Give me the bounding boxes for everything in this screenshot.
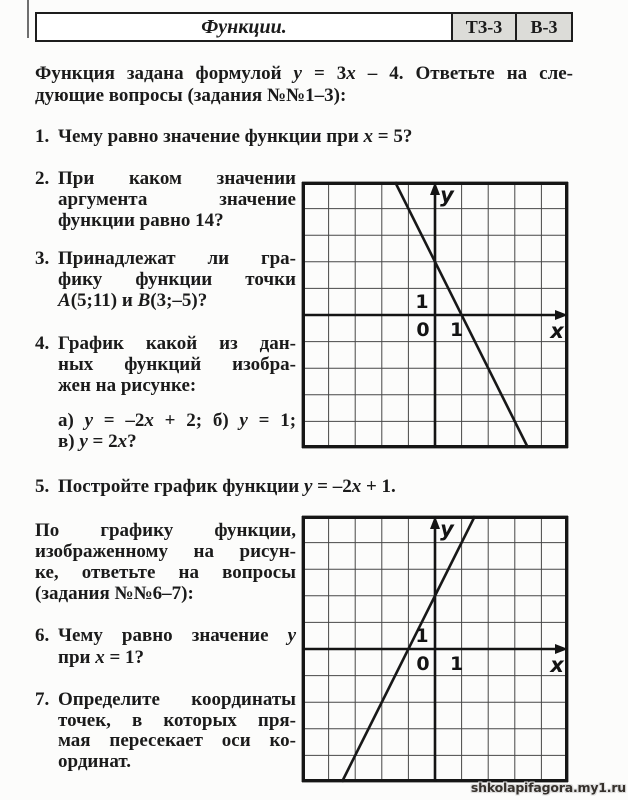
question-number: 2.: [35, 168, 50, 189]
x-axis-label: x: [550, 319, 564, 343]
question-4: [35, 333, 296, 396]
question-line: функции равно 14?: [58, 210, 224, 231]
header-bar: [35, 12, 573, 42]
y-unit-tick-label: 1: [415, 291, 429, 313]
question-number: 6.: [35, 625, 50, 646]
question-line: ординат.: [58, 750, 131, 772]
intro-line: Функция задана формулой y = 3x – 4. Ответьте на сле-: [35, 63, 574, 84]
x-axis-label: x: [550, 653, 564, 677]
coordinate-grid-graph-1: [302, 182, 568, 448]
page-title: Функции.: [201, 15, 287, 38]
question-line: фику функции точки: [58, 269, 296, 290]
question-line: Постройте график функции y = –2x + 1.: [58, 476, 396, 497]
question-number: 1.: [35, 126, 50, 147]
question-line: Чему равно значение функции при x = 5?: [58, 126, 413, 147]
task-code-badge: ТЗ-3: [451, 14, 515, 40]
question-number: 3.: [35, 248, 50, 269]
question-line: Чему равно значение y: [58, 625, 296, 646]
paragraph-line: (задания №№6–7):: [35, 583, 194, 604]
question-line: График какой из дан-: [58, 333, 296, 354]
paragraph-line: По графику функции,: [35, 520, 296, 541]
scan-artifact-line: [27, 0, 29, 38]
question-7: [35, 690, 296, 772]
paragraph-line: изображенному на рисун-: [35, 541, 296, 562]
question-line: аргумента значение: [58, 189, 296, 210]
question-line: ных функций изобра-: [58, 354, 296, 375]
question-1: [35, 126, 596, 147]
option-line: в) y = 2x?: [58, 430, 137, 452]
y-unit-tick-label: 1: [415, 625, 429, 647]
x-unit-tick-label: 1: [449, 653, 464, 675]
question-4-options: [58, 411, 296, 452]
question-line: жен на рисунке:: [58, 375, 197, 396]
question-number: 7.: [35, 689, 50, 710]
x-unit-tick-label: 1: [449, 319, 464, 341]
instruction-paragraph: [35, 520, 296, 604]
question-line: точек, в которых пря-: [58, 709, 296, 731]
question-line: Определите координаты: [58, 689, 296, 710]
question-line: A(5;11) и B(3;–5)?: [58, 290, 208, 311]
question-line: мая пересекает оси ко-: [58, 730, 296, 751]
y-axis-label: y: [440, 517, 454, 541]
question-2: [35, 168, 296, 231]
intro-paragraph: [35, 63, 573, 106]
origin-label: 0: [416, 319, 430, 341]
question-number: 4.: [35, 333, 50, 354]
question-number: 5.: [35, 476, 50, 497]
paragraph-line: ке, ответьте на вопросы: [35, 562, 296, 583]
y-axis-label: y: [440, 183, 454, 207]
coordinate-grid-graph-2: [302, 516, 568, 782]
question-5: [35, 476, 596, 497]
question-3: [35, 248, 296, 311]
variant-code-badge: В-3: [515, 14, 571, 40]
question-6: [35, 625, 296, 669]
question-line: Принадлежат ли гра-: [58, 248, 296, 269]
option-line: а) y = –2x + 2; б) y = 1;: [58, 410, 297, 431]
question-line: При каком значении: [58, 168, 296, 189]
origin-label: 0: [416, 653, 430, 675]
site-watermark: shkolapifagora.my1.ru: [470, 780, 626, 795]
intro-line: дующие вопросы (задания №№1–3):: [35, 84, 347, 106]
question-line: при x = 1?: [58, 647, 145, 668]
